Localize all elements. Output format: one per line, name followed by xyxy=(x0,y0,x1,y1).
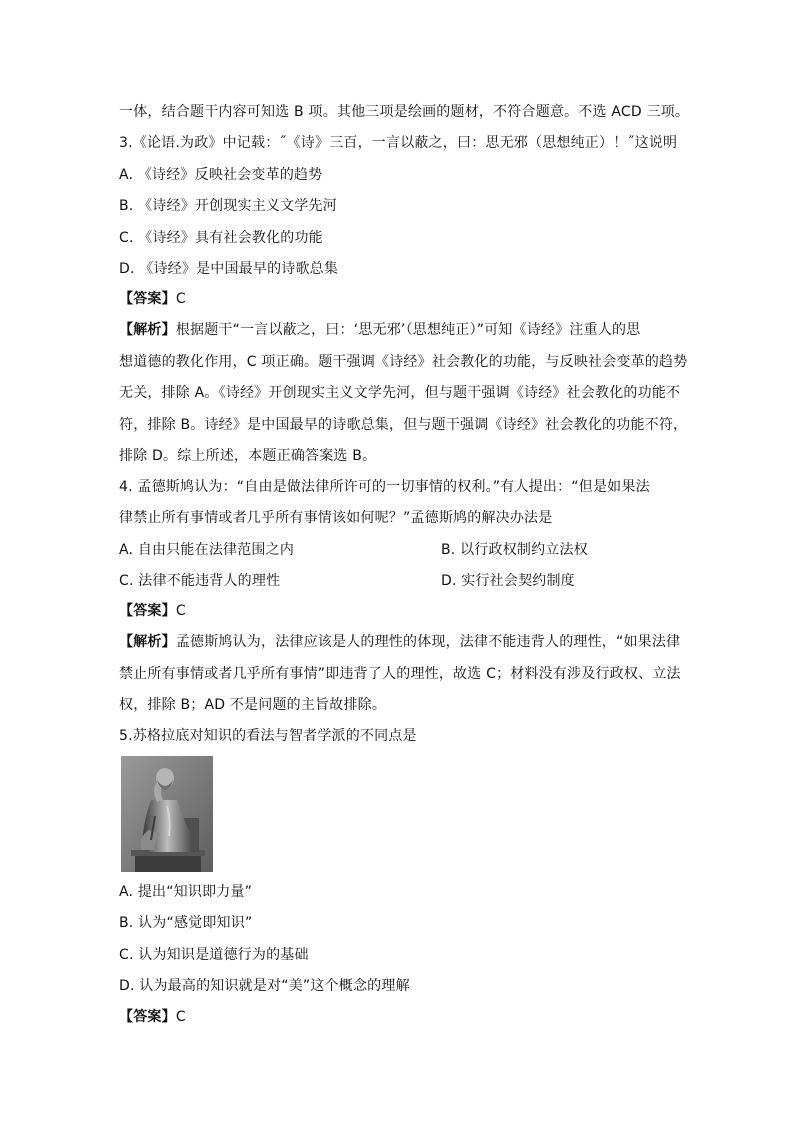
question-3-analysis-line: 无关，排除 A。《诗经》开创现实主义文学先河，但与题干强调《诗经》社会教化的功能不 xyxy=(119,385,681,401)
answer-label: 【答案】 xyxy=(119,603,176,619)
question-3-analysis-line: 想道德的教化作用，C 项正确。题干强调《诗经》社会教化的功能，与反映社会变革的趋势 xyxy=(119,354,688,370)
question-3-option-c: C. 《诗经》具有社会教化的功能 xyxy=(119,230,323,246)
question-3-analysis-line xyxy=(119,320,679,340)
question-4-analysis-line xyxy=(119,632,679,652)
question-4-option-d: D. 实行社会契约制度 xyxy=(441,573,575,589)
text-line: 一体，结合题干内容可知选 B 项。其他三项是绘画的题材，不符合题意。不选 ACD 三项。 xyxy=(119,104,690,120)
question-3-option-a: A. 《诗经》反映社会变革的趋势 xyxy=(119,167,323,183)
socrates-statue-image xyxy=(121,756,213,872)
question-3-answer xyxy=(119,289,679,309)
question-3-analysis-line: 符，排除 B。诗经》是中国最早的诗歌总集，但与题干强调《诗经》社会教化的功能不符， xyxy=(119,417,688,433)
question-4-options-row xyxy=(119,540,679,560)
question-4-option-a: A. 自由只能在法律范围之内 xyxy=(119,542,295,558)
question-3-stem: 3.《论语.为政》中记载：˝《诗》三百，一言以蔽之，曰：思无邪（思想纯正）！˝这说明 xyxy=(119,135,678,151)
question-4-analysis-line: 禁止所有事情或者几乎所有事情”即违背了人的理性，故选 C；材料没有涉及行政权、立法 xyxy=(119,666,681,682)
question-4-stem: 4. 孟德斯鸠认为：“自由是做法律所许可的一切事情的权利。”有人提出：“但是如果法 xyxy=(119,479,650,495)
question-4-stem: 律禁止所有事情或者几乎所有事情该如何呢？”孟德斯鸠的解决办法是 xyxy=(119,510,553,526)
answer-label: 【答案】 xyxy=(119,291,176,307)
question-3-option-b: B. 《诗经》开创现实主义文学先河 xyxy=(119,198,337,214)
question-4-analysis-line: 权，排除 B；AD 不是问题的主旨故排除。 xyxy=(119,697,387,713)
question-5-stem: 5.苏格拉底对知识的看法与智者学派的不同点是 xyxy=(119,728,417,744)
analysis-label: 【解析】 xyxy=(119,634,176,650)
analysis-label: 【解析】 xyxy=(119,322,176,338)
question-3-analysis-line: 排除 D。综上所述，本题正确答案选 B。 xyxy=(119,448,377,464)
question-4-option-c: C. 法律不能违背人的理性 xyxy=(119,573,281,589)
answer-label: 【答案】 xyxy=(119,1009,176,1025)
question-5-option-a: A. 提出“知识即力量” xyxy=(119,884,253,900)
question-5-answer xyxy=(119,1007,679,1027)
analysis-text: 孟德斯鸠认为，法律应该是人的理性的体现，法律不能违背人的理性，“如果法律 xyxy=(175,634,681,650)
question-5-option-d: D. 认为最高的知识就是对“美”这个概念的理解 xyxy=(119,978,410,994)
analysis-text: 根据题干“一言以蔽之，曰：‘思无邪’（思想纯正）”可知《诗经》注重人的思 xyxy=(175,322,641,338)
question-5-option-c: C. 认为知识是道德行为的基础 xyxy=(119,947,309,963)
question-4-options-row xyxy=(119,571,679,591)
answer-value: C xyxy=(175,1009,186,1025)
question-3-option-d: D. 《诗经》是中国最早的诗歌总集 xyxy=(119,261,339,277)
question-4-answer xyxy=(119,601,679,621)
answer-value: C xyxy=(175,291,186,307)
statue-illustration xyxy=(121,756,213,872)
question-4-option-b: B. 以行政权制约立法权 xyxy=(441,542,588,558)
question-5-option-b: B. 认为“感觉即知识” xyxy=(119,915,253,931)
answer-value: C xyxy=(175,603,186,619)
